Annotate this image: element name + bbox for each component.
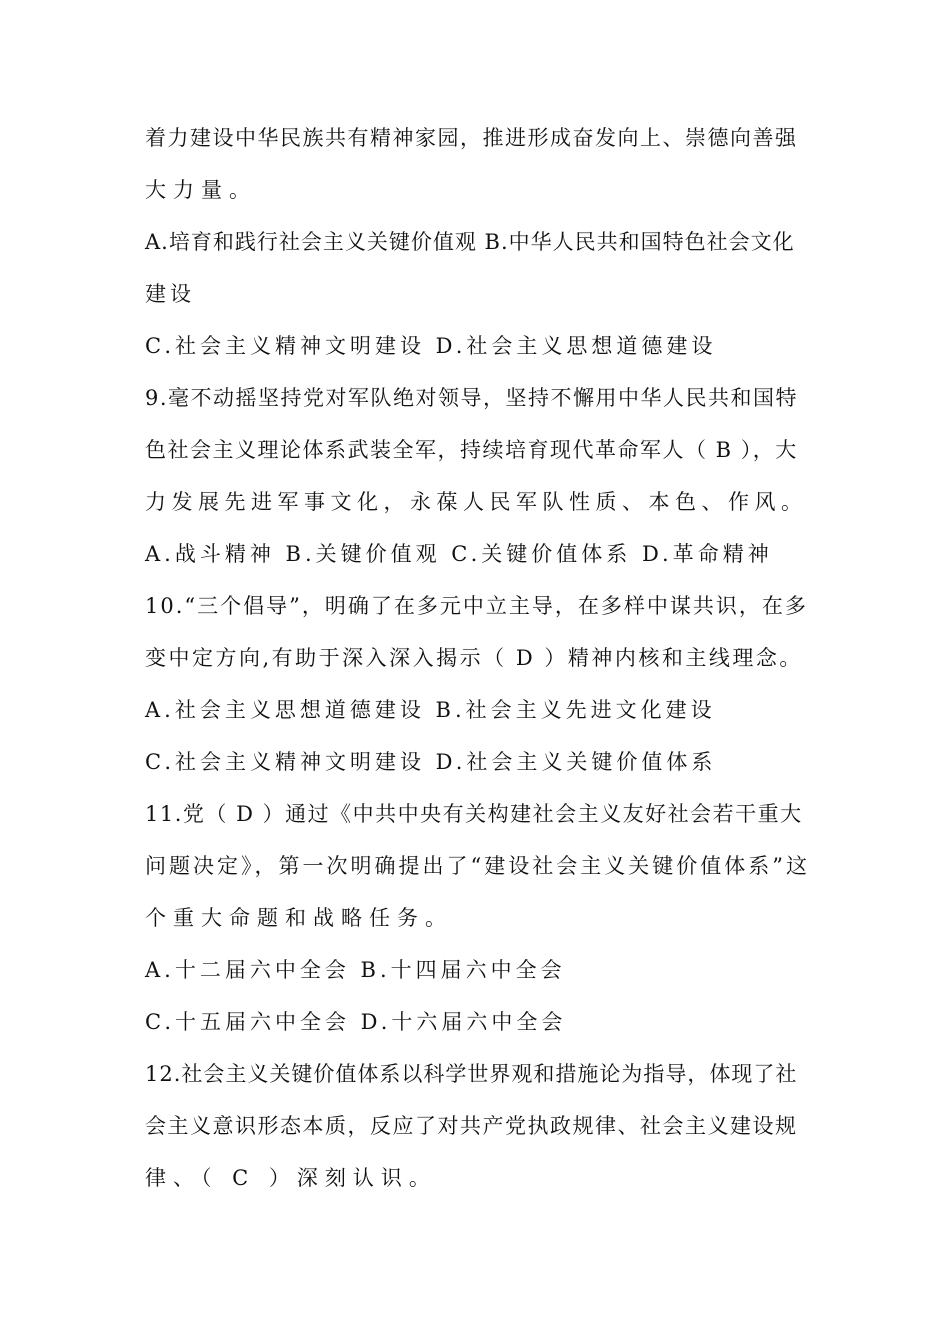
question-10: 10.“三个倡导”，明确了在多元中立主导，在多样中谋共识，在多 [145, 594, 808, 618]
text-line: 大力量。 [145, 178, 257, 202]
question-11: 问题决定》，第一次明确提出了“建设社会主义关键价值体系”这 [145, 854, 810, 878]
text-line: 着力建设中华民族共有精神家园，推进形成奋发向上、崇德向善强 [145, 126, 798, 150]
answer-options: C.十五届六中全会 D.十六届六中全会 [145, 1010, 567, 1034]
answer-options: A.十二届六中全会 B.十四届六中全会 [145, 958, 566, 982]
question-9: 9.毫不动摇坚持党对军队绝对领导，坚持不懈用中华人民共和国特 [145, 386, 799, 410]
answer-options: A.培育和践行社会主义关键价值观 B.中华人民共和国特色社会文化 [145, 230, 795, 254]
question-10: 变中定方向,有助于深入深入揭示（ D ）精神内核和主线理念。 [145, 646, 803, 670]
question-12: 会主义意识形态本质，反应了对共产党执政规律、社会主义建设规 [145, 1114, 798, 1138]
answer-options: C.社会主义精神文明建设 D.社会主义思想道德建设 [145, 334, 717, 358]
question-12: 律、（ C ）深刻认识。 [145, 1166, 437, 1190]
answer-options: A.战斗精神 B.关键价值观 C.关键价值体系 D.革命精神 [145, 542, 773, 566]
answer-options: C.社会主义精神文明建设 D.社会主义关键价值体系 [145, 750, 717, 774]
question-9: 色社会主义理论体系武装全军，持续培育现代革命军人（ B ），大 [145, 438, 798, 462]
question-12: 12.社会主义关键价值体系以科学世界观和措施论为指导，体现了社 [145, 1062, 798, 1086]
answer-options: A.社会主义思想道德建设 B.社会主义先进文化建设 [145, 698, 716, 722]
question-11: 11.党（ D ）通过《中共中央有关构建社会主义友好社会若干重大 [145, 802, 803, 826]
answer-options: 建设 [145, 282, 195, 306]
question-9: 力发展先进军事文化，永葆人民军队性质、本色、作风。 [145, 490, 808, 514]
question-11: 个重大命题和战略任务。 [145, 906, 453, 930]
